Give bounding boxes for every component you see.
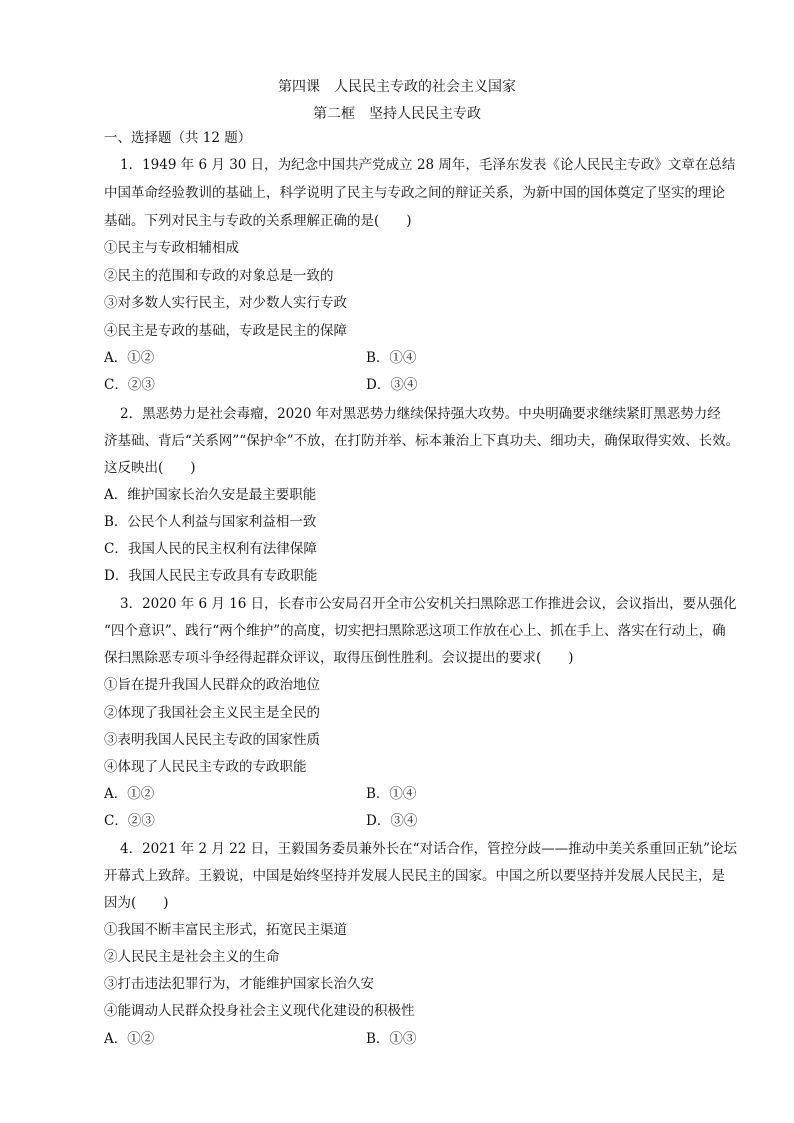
answer-choice-a: A．①② — [104, 1031, 155, 1047]
statement-option: ②人民民主是社会主义的生命 — [104, 949, 280, 965]
statement-option: ③打击违法犯罪行为，才能维护国家长治久安 — [104, 976, 374, 992]
question-text-line: 中国革命经验教训的基础上，科学说明了民主与专政之间的辩证关系，为新中国的国体奠定了坚实的理论 — [104, 185, 725, 201]
statement-option: ①民主与专政相辅相成 — [104, 240, 239, 256]
question-text-line: 这反映出( ) — [104, 460, 196, 476]
question-text-line: 济基础、背后“关系网”“保护伞”不放，在打防并举、标本兼治上下真功夫、细功夫，确保取得实效、长效。 — [104, 433, 740, 449]
statement-option: ①我国不断丰富民主形式，拓宽民主渠道 — [104, 922, 347, 938]
answer-choice-c: C．②③ — [104, 377, 155, 393]
question-text-line: 2．黑恶势力是社会毒瘤，2020 年对黑恶势力继续保持强大攻势。中央明确要求继续紧盯黑恶势力经 — [120, 406, 721, 422]
question-text-line: 基础。下列对民主与专政的关系理解正确的是( ) — [104, 213, 412, 229]
statement-option: ②体现了我国社会主义民主是全民的 — [104, 705, 320, 721]
answer-choice-c: C．我国人民的民主权利有法律保障 — [104, 541, 317, 557]
question-text-line: 4．2021 年 2 月 22 日，王毅国务委员兼外长在“对话合作，管控分歧——推动中美关系重回正轨”论坛 — [120, 841, 737, 857]
answer-choice-d: D．③④ — [366, 377, 418, 393]
statement-option: ④民主是专政的基础，专政是民主的保障 — [104, 323, 347, 339]
statement-option: ②民主的范围和专政的对象总是一致的 — [104, 268, 334, 284]
question-text-line: 1．1949 年 6 月 30 日，为纪念中国共产党成立 28 周年，毛泽东发表《论人民民主专政》文章在总结 — [120, 157, 736, 173]
answer-choice-a: A．①② — [104, 786, 155, 802]
section-heading: 一、选择题（共 12 题） — [104, 130, 252, 146]
statement-option: ④体现了人民民主专政的专政职能 — [104, 759, 307, 775]
statement-option: ①旨在提升我国人民群众的政治地位 — [104, 677, 320, 693]
statement-option: ④能调动人民群众投身社会主义现代化建设的积极性 — [104, 1003, 415, 1019]
question-text-line: 因为( ) — [104, 895, 169, 911]
statement-option: ③对多数人实行民主，对少数人实行专政 — [104, 295, 347, 311]
statement-option: ③表明我国人民民主专政的国家性质 — [104, 732, 320, 748]
answer-choice-b: B．①④ — [366, 786, 417, 802]
question-text-line: 保扫黑除恶专项斗争经得起群众评议，取得压倒性胜利。会议提出的要求( ) — [104, 650, 574, 666]
question-text-line: “四个意识”、践行“两个维护”的高度，切实把扫黑除恶这项工作放在心上、抓在手上、落实在行动上，确 — [104, 623, 726, 639]
lesson-subtitle: 第二框 坚持人民民主专政 — [313, 106, 481, 122]
answer-choice-d: D．我国人民民主专政具有专政职能 — [104, 568, 318, 584]
answer-choice-a: A．维护国家长治久安是最主要职能 — [104, 487, 317, 503]
answer-choice-d: D．③④ — [366, 813, 418, 829]
answer-choice-b: B．①④ — [366, 350, 417, 366]
question-text-line: 3．2020 年 6 月 16 日，长春市公安局召开全市公安机关扫黑除恶工作推进会议，会议指出，要从强化 — [120, 596, 737, 612]
answer-choice-b: B．公民个人利益与国家利益相一致 — [104, 514, 317, 530]
question-text-line: 开幕式上致辞。王毅说，中国是始终坚持并发展人民民主的国家。中国之所以要坚持并发展人民民主，是 — [104, 868, 725, 884]
answer-choice-a: A．①② — [104, 350, 155, 366]
lesson-title: 第四课 人民民主专政的社会主义国家 — [278, 79, 516, 95]
answer-choice-c: C．②③ — [104, 813, 155, 829]
answer-choice-b: B．①③ — [366, 1031, 417, 1047]
